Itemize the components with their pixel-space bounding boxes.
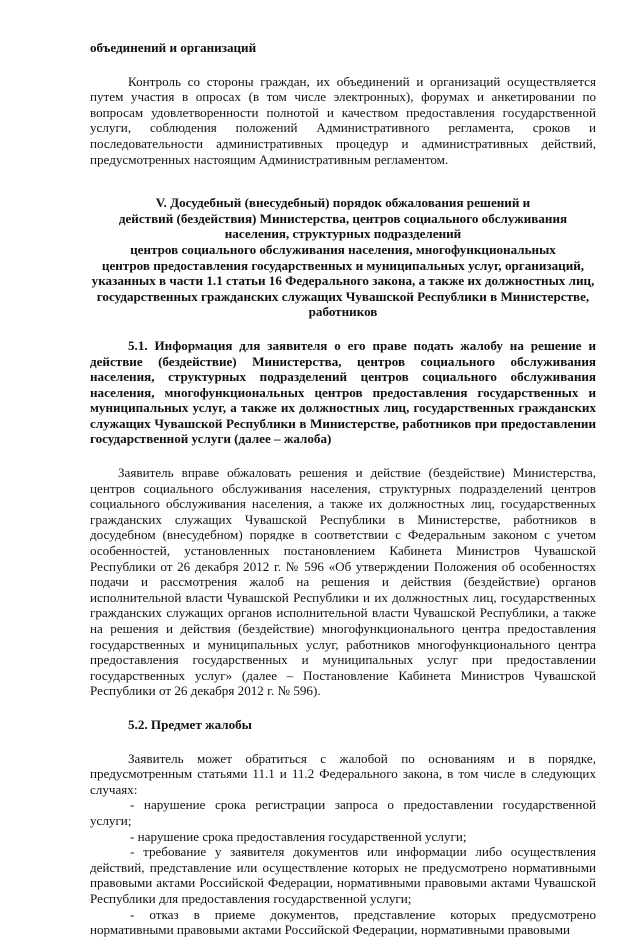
section-heading-end: объединений и организаций — [90, 40, 257, 55]
section-v-line: работников — [308, 304, 378, 320]
section-v-line: V. Досудебный (внесудебный) порядок обжалования решений и — [155, 195, 531, 211]
list-item: - нарушение срока предоставления государственной услуги; — [130, 828, 467, 844]
paragraph-5-1: Заявитель вправе обжаловать решения и действие (бездействие) Министерства, центров социального обслуживания населения, структурных подразделений центров социального обслуживания населения, а также их должностных лиц, государственных гражданских служащих Чувашской Республики в Министерстве, работников в досудебном (внесудебном) порядке в соответствии с Федеральным законом с учетом особенностей, установленных постановлением Кабинета Министров Чувашской Республики от 26 декабря 2012 г. № 596 «Об утверждении Положения об особенностях подачи и рассмотрения жалоб на решения и действия (бездействие) органов исполнительной власти Чувашской Республики и их должностных лиц, государственных гражданских служащих органов исполнительной власти Чувашской Республики, а также на решения и действия (бездействие) многофункционального центра предоставления государственных и муниципальных услуг, работников многофункционального центра предоставления государственных и муниципальных услуг при предоставлении государственных услуг» (далее – Постановление Кабинета Министров Чувашской Республики от 26 декабря 2012 г. № 596). — [90, 465, 596, 699]
paragraph-control: Контроль со стороны граждан, их объединений и организаций осуществляется путем участия в опросах (в том числе электронных), форумах и анкетировании по вопросам удовлетворенности полнотой и качеством предоставления государственной услуги, соблюдения положений Административного регламента, сроков и последовательности административных процедур и административных действий, предусмотренных настоящим Административным регламентом. — [90, 73, 596, 167]
subsection-5-1-heading: 5.1. Информация для заявителя о его праве подать жалобу на решение и действие (бездействие) Министерства, центров социального обслуживания населения, структурных подразделений центров социального обслуживания населения, многофункциональных центров предоставления государственных и муниципальных услуг, а также их должностных лиц, государственных гражданских служащих Чувашской Республики в Министерстве, работников при предоставлении государственной услуги (далее – жалоба) — [90, 337, 596, 447]
paragraph-5-2: Заявитель может обратиться с жалобой по основаниям и в порядке, предусмотренным статьями 11.1 и 11.2 Федерального закона, в том числе в следующих случаях: — [90, 750, 596, 797]
section-v-line: указанных в части 1.1 статьи 16 Федерального закона, а также их должностных лиц, — [91, 273, 595, 289]
section-v-line: государственных гражданских служащих Чувашской Республики в Министерстве, — [96, 288, 590, 304]
section-v-line: населения, структурных подразделений — [224, 226, 462, 242]
subsection-5-2-heading: 5.2. Предмет жалобы — [128, 716, 252, 732]
section-v-heading — [90, 195, 596, 320]
section-v-line: центров предоставления государственных и муниципальных услуг, организаций, — [101, 257, 585, 273]
section-v-line: центров социального обслуживания населения, многофункциональных — [130, 241, 556, 257]
list-item: - нарушение срока регистрации запроса о предоставлении государственной услуги; — [90, 797, 596, 828]
list-item: - отказ в приеме документов, представление которых предусмотрено нормативными правовыми актами Российской Федерации, нормативными правовыми — [90, 906, 596, 938]
section-v-line: действий (бездействия) Министерства, центров социального обслуживания — [118, 210, 568, 226]
list-item: - требование у заявителя документов или информации либо осуществления действий, представление или осуществление которых не предусмотрено нормативными правовыми актами Российской Федерации, нормативными правовыми актами Чувашской Республики для предоставления государственной услуги; — [90, 844, 596, 906]
